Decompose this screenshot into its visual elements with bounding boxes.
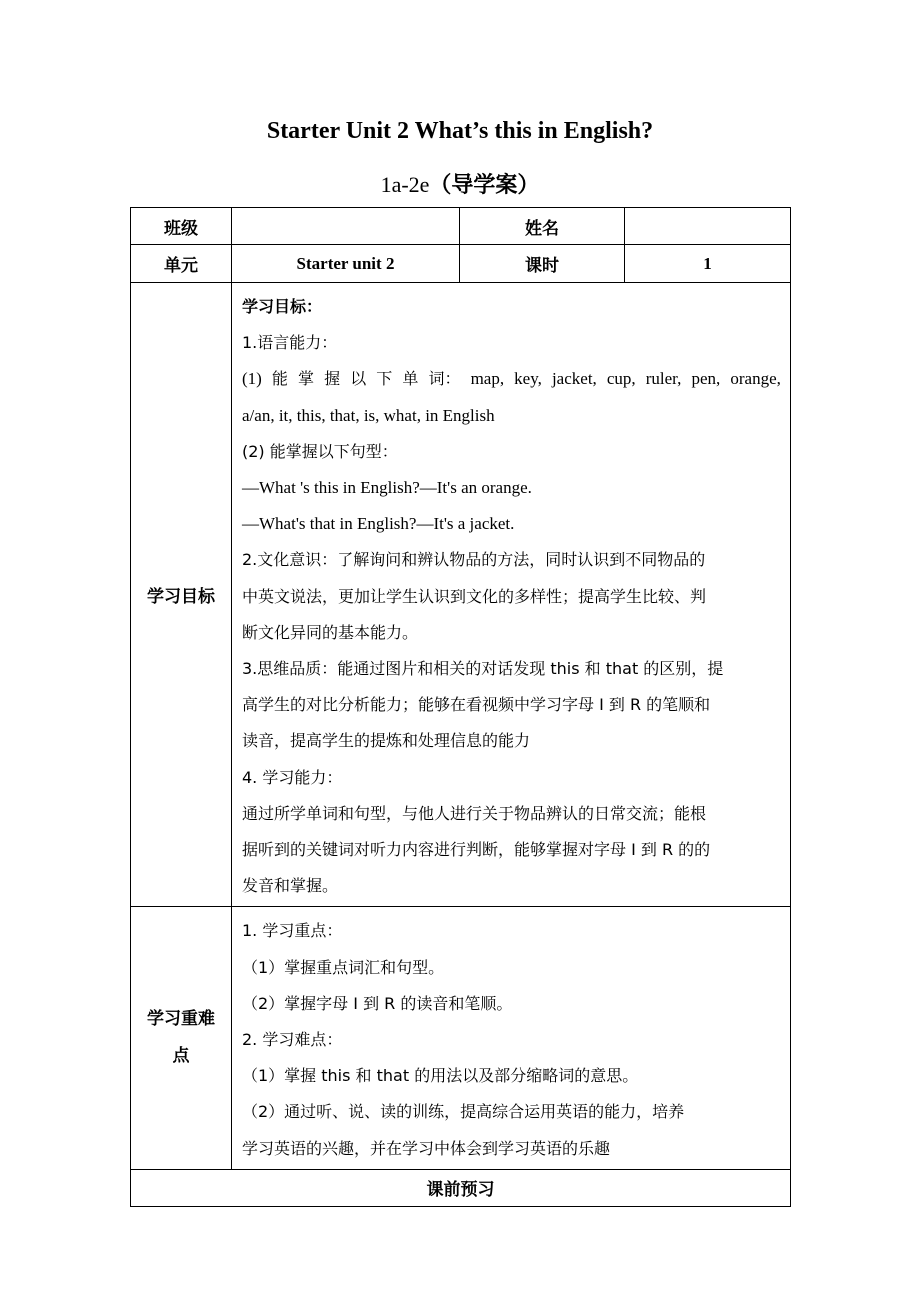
table-row-preview [131, 1169, 791, 1206]
lang-1-word: 能 [271, 369, 288, 389]
lang-title: 1.语言能力： [242, 333, 338, 353]
lang-1-word: ruler, [645, 369, 682, 389]
class-label: 班级 [131, 208, 232, 245]
preview-label: 课前预习 [131, 1169, 791, 1206]
table-row-objectives [131, 283, 791, 907]
lang-1-line [242, 361, 781, 397]
objectives-content [232, 283, 791, 907]
learning-title: 4. 学习能力： [242, 767, 343, 787]
focus-line-1: （1）掌握重点词汇和句型。 [242, 957, 445, 977]
difficulty-line-1: （1）掌握 this 和 that 的用法以及部分缩略词的意思。 [242, 1066, 639, 1086]
table-row-keypoints [131, 907, 791, 1169]
thinking-line-1: 3.思维品质：能通过图片和相关的对话发现 this 和 that 的区别，提 [242, 659, 724, 679]
difficulty-line-2: （2）通过听、说、读的训练，提高综合运用英语的能力，培养 [242, 1102, 685, 1122]
subtitle-code: 1a-2e [380, 172, 430, 197]
sentence-2: —What's that in English?—It's a jacket. [242, 514, 515, 534]
table-row-class-name [131, 208, 791, 245]
difficulty-line-3: 学习英语的兴趣，并在学习中体会到学习英语的乐趣 [242, 1138, 611, 1158]
learning-line-2: 据听到的关键词对听力内容进行判断，能够掌握对字母 I 到 R 的的 [242, 840, 711, 860]
lang-1-word: 词： [428, 369, 461, 389]
lang-1-word: (1) [242, 369, 262, 389]
lang-1-word: 握 [324, 369, 341, 389]
lang-1-word: jacket, [551, 369, 597, 389]
name-label: 姓名 [460, 208, 625, 245]
thinking-line-2: 高学生的对比分析能力；能够在看视频中学习字母 I 到 R 的笔顺和 [242, 695, 711, 715]
lang-1-cont: a/an, it, this, that, is, what, in English [242, 405, 495, 425]
keypoints-content [232, 907, 791, 1169]
lang-1-word: 掌 [298, 369, 315, 389]
learning-line-3: 发音和掌握。 [242, 876, 339, 896]
unit-value: Starter unit 2 [232, 245, 460, 283]
table-row-unit-period [131, 245, 791, 283]
difficulty-title: 2. 学习难点： [242, 1030, 343, 1050]
keypoints-label-line-2: 点 [172, 1046, 190, 1067]
lang-2: (2) 能掌握以下句型： [242, 441, 398, 461]
lang-1-word: 单 [402, 369, 419, 389]
lang-1-word: pen, [691, 369, 721, 389]
page-title: Starter Unit 2 What’s this in English? [266, 118, 654, 144]
thinking-line-3: 读音，提高学生的提炼和处理信息的能力 [242, 731, 531, 751]
unit-label: 单元 [131, 245, 232, 283]
period-label: 课时 [460, 245, 625, 283]
lang-1-word: 以 [350, 369, 367, 389]
lang-1-word: key, [514, 369, 542, 389]
keypoints-label [131, 907, 232, 1169]
lang-1-word: orange, [730, 369, 781, 389]
culture-line-1: 2.文化意识：了解询问和辨认物品的方法，同时认识到不同物品的 [242, 550, 706, 570]
lesson-plan-table [130, 207, 791, 1207]
lang-1-word: map, [470, 369, 505, 389]
culture-line-3: 断文化异同的基本能力。 [242, 622, 419, 642]
focus-title: 1. 学习重点： [242, 921, 343, 941]
culture-line-2: 中英文说法，更加让学生认识到文化的多样性；提高学生比较、判 [242, 586, 707, 606]
objectives-label: 学习目标 [131, 283, 232, 907]
page-subtitle [0, 168, 920, 199]
name-value-cell[interactable] [625, 208, 791, 245]
lang-1-word: cup, [606, 369, 636, 389]
period-value: 1 [625, 245, 791, 283]
lang-1-word: 下 [376, 369, 393, 389]
learning-line-1: 通过所学单词和句型，与他人进行关于物品辨认的日常交流；能根 [242, 803, 707, 823]
objectives-heading: 学习目标： [242, 297, 323, 316]
sentence-1: —What 's this in English?—It's an orange. [242, 478, 532, 498]
class-value-cell[interactable] [232, 208, 460, 245]
focus-line-2: （2）掌握字母 I 到 R 的读音和笔顺。 [242, 993, 513, 1013]
subtitle-paren: （导学案） [429, 173, 540, 198]
keypoints-label-line-1: 学习重难 [147, 1009, 215, 1030]
